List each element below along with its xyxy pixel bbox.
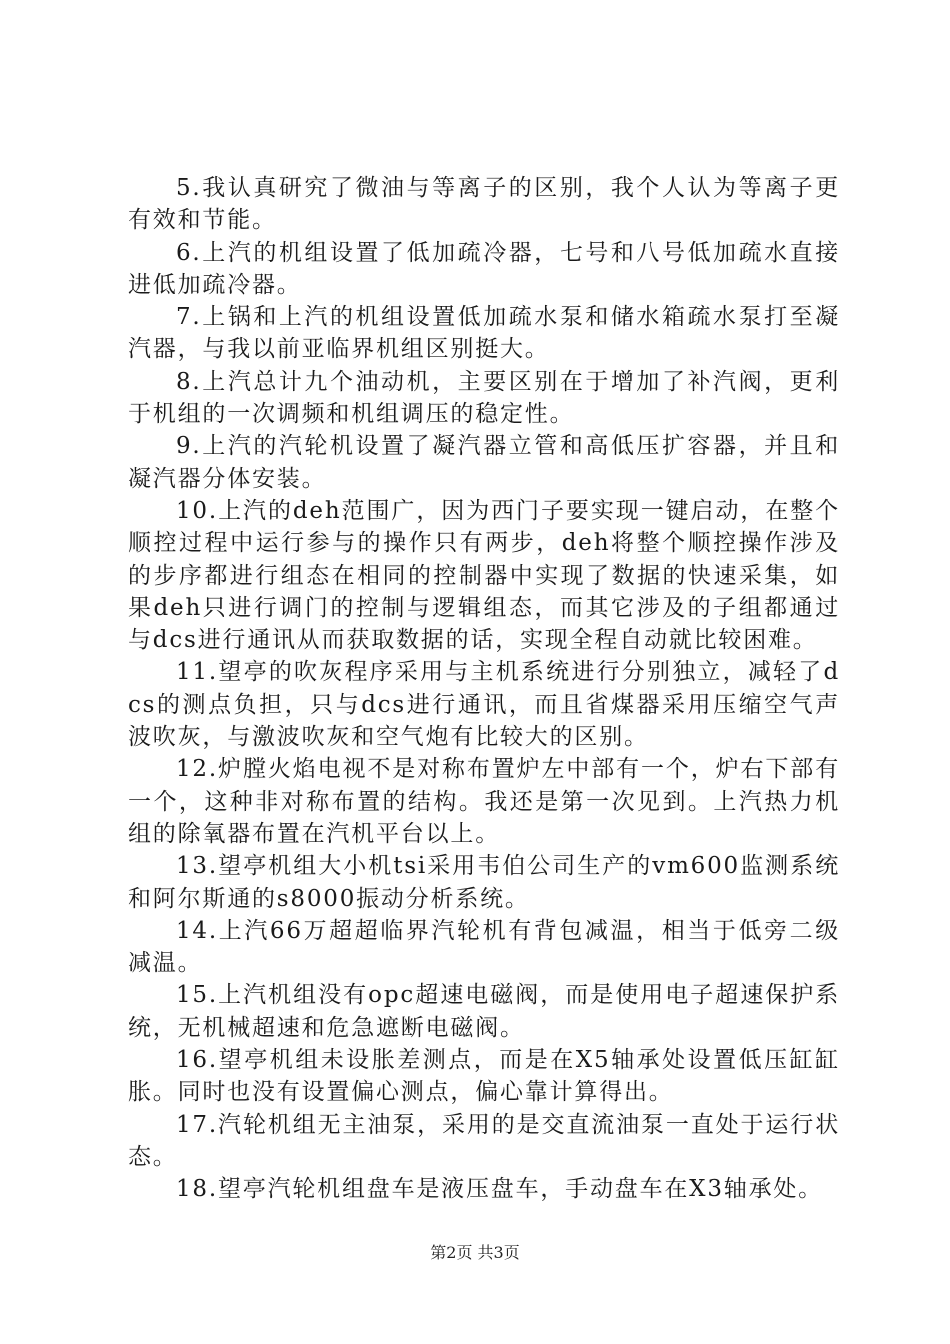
page-number-footer: 第2页 共3页	[430, 1243, 520, 1262]
paragraph-7: 7.上锅和上汽的机组设置低加疏水泵和储水箱疏水泵打至凝汽器，与我以前亚临界机组区别挺大。	[128, 304, 840, 363]
paragraph-15: 15.上汽机组没有opc超速电磁阀，而是使用电子超速保护系统，无机械超速和危急遮断电磁阀。	[128, 982, 840, 1041]
paragraph-6: 6.上汽的机组设置了低加疏冷器，七号和八号低加疏水直接进低加疏冷器。	[128, 239, 840, 298]
paragraph-9: 9.上汽的汽轮机设置了凝汽器立管和高低压扩容器，并且和凝汽器分体安装。	[128, 433, 840, 492]
paragraph-17: 17.汽轮机组无主油泵，采用的是交直流油泵一直处于运行状态。	[128, 1111, 840, 1170]
paragraph-14: 14.上汽66万超超临界汽轮机有背包减温，相当于低旁二级减温。	[128, 917, 840, 977]
paragraph-5: 5.我认真研究了微油与等离子的区别，我个人认为等离子更有效和节能。	[128, 175, 840, 234]
paragraph-11: 11.望亭的吹灰程序采用与主机系统进行分别独立，减轻了dcs的测点负担，只与dcs进行通讯，而且省煤器采用压缩空气声波吹灰，与激波吹灰和空气炮有比较大的区别。	[128, 659, 840, 751]
paragraph-8: 8.上汽总计九个油动机，主要区别在于增加了补汽阀，更利于机组的一次调频和机组调压的稳定性。	[128, 368, 840, 428]
paragraph-13: 13.望亭机组大小机tsi采用韦伯公司生产的vm600监测系统和阿尔斯通的s8000振动分析系统。	[128, 853, 840, 912]
paragraph-12: 12.炉膛火焰电视不是对称布置炉左中部有一个，炉右下部有一个，这种非对称布置的结构。我还是第一次见到。上汽热力机组的除氧器布置在汽机平台以上。	[128, 756, 840, 847]
paragraph-18: 18.望亭汽轮机组盘车是液压盘车，手动盘车在X3轴承处。	[176, 1176, 823, 1203]
paragraph-10: 10.上汽的deh范围广，因为西门子要实现一键启动，在整个顺控过程中运行参与的操作只有两步，deh将整个顺控操作涉及的步序都进行组态在相同的控制器中实现了数据的快速采集，如果deh只进行调门的控制与逻辑组态，而其它涉及的子组都通过与dcs进行通讯从而获取数据的话，实现全程自动就比较困难。	[128, 497, 840, 654]
paragraph-16: 16.望亭机组未设胀差测点，而是在X5轴承处设置低压缸缸胀。同时也没有设置偏心测点，偏心靠计算得出。	[128, 1047, 840, 1106]
document-body	[128, 172, 840, 1206]
